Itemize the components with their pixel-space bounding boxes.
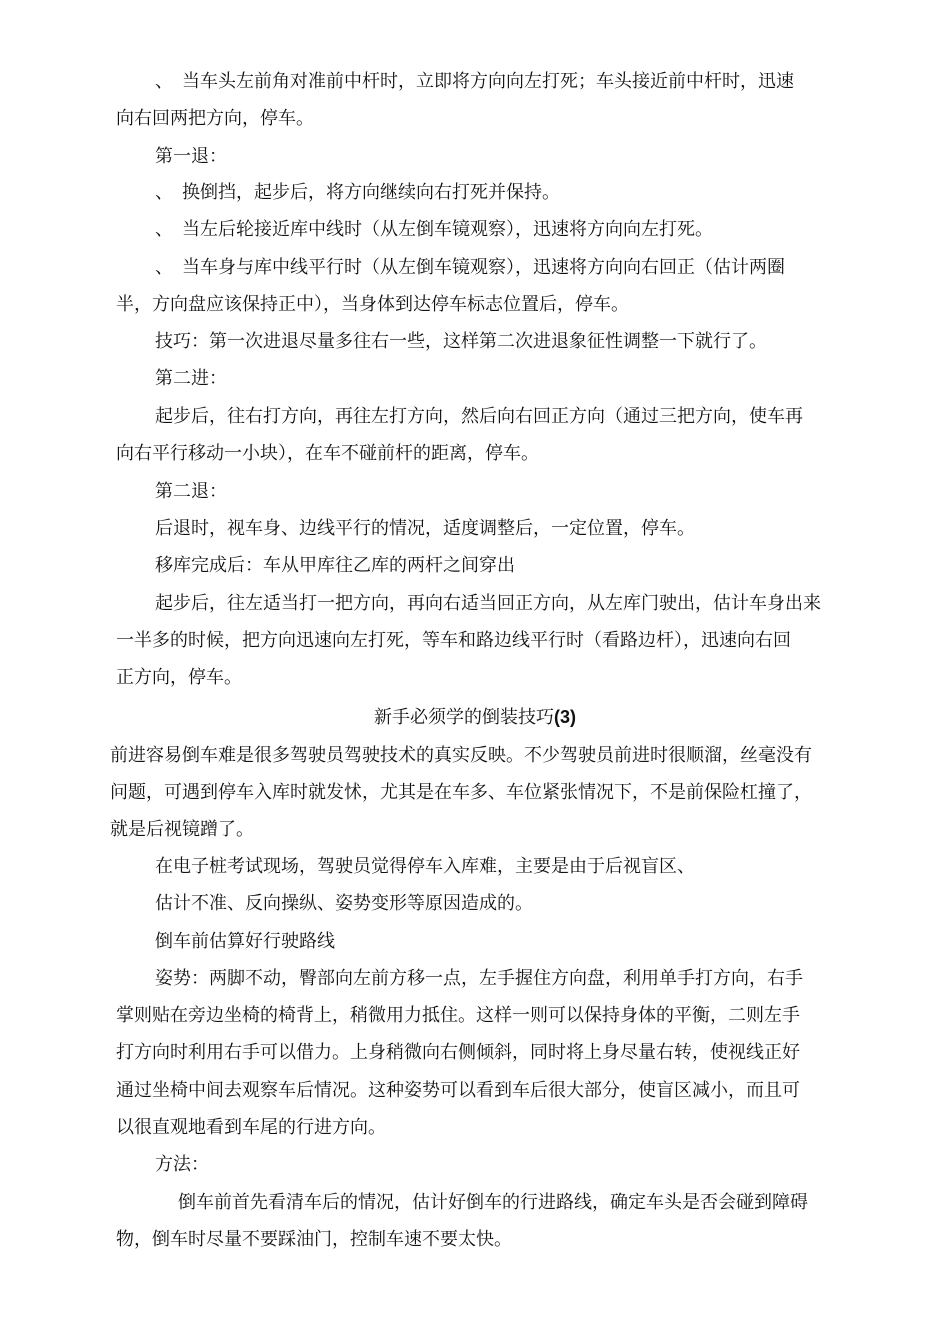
paragraph-line: 打方向时利用右手可以借力。上身稍微向右侧倾斜，同时将上身尽量右转，使视线正好 [116,1042,800,1063]
paragraph-line: 就是后视镜蹭了。 [110,819,254,840]
paragraph-line: 、 换倒挡，起步后，将方向继续向右打死并保持。 [155,182,560,203]
section-title-text: 新手必须学的倒装技巧 [374,707,554,728]
paragraph-line: 倒车前首先看清车后的情况，估计好倒车的行进路线，确定车头是否会碰到障碍 [178,1192,808,1213]
paragraph-line: 掌则贴在旁边坐椅的椅背上，稍微用力抵住。这样一则可以保持身体的平衡，二则左手 [116,1005,800,1026]
paragraph-line: 姿势：两脚不动，臀部向左前方移一点，左手握住方向盘，利用单手打方向，右手 [155,968,803,989]
section-heading: 第二退： [155,481,227,502]
paragraph-line: 估计不准、反向操纵、姿势变形等原因造成的。 [155,893,533,914]
section-heading: 方法： [155,1154,209,1175]
paragraph-line: 问题，可遇到停车入库时就发怵，尤其是在车多、车位紧张情况下，不是前保险杠撞了， [110,782,812,803]
section-heading: 倒车前估算好行驶路线 [155,931,335,952]
section-title-number: (3) [554,707,576,727]
section-heading: 第一退： [155,146,227,167]
paragraph-line: 半，方向盘应该保持正中），当身体到达停车标志位置后，停车。 [116,294,629,315]
paragraph-line: 前进容易倒车难是很多驾驶员驾驶技术的真实反映。不少驾驶员前进时很顺溜，丝毫没有 [110,745,812,766]
paragraph-line: 向右回两把方向，停车。 [116,108,314,129]
paragraph-line: 、 当左后轮接近库中线时（从左倒车镜观察），迅速将方向向左打死。 [155,219,713,240]
paragraph-line: 、 当车身与库中线平行时（从左倒车镜观察），迅速将方向向右回正（估计两圈 [155,257,785,278]
paragraph-line: 、 当车头左前角对准前中杆时，立即将方向向左打死；车头接近前中杆时，迅速 [155,71,794,92]
paragraph-line: 通过坐椅中间去观察车后情况。这种姿势可以看到车后很大部分，使盲区减小，而且可 [116,1080,800,1101]
paragraph-line: 技巧：第一次进退尽量多往右一些，这样第二次进退象征性调整一下就行了。 [155,331,767,352]
paragraph-line: 在电子桩考试现场，驾驶员觉得停车入库难，主要是由于后视盲区、 [155,856,695,877]
paragraph-line: 物，倒车时尽量不要踩油门，控制车速不要太快。 [116,1229,512,1250]
paragraph-line: 以很直观地看到车尾的行进方向。 [116,1117,386,1138]
paragraph-line: 正方向，停车。 [116,667,242,688]
paragraph-line: 起步后，往左适当打一把方向，再向右适当回正方向，从左库门驶出，估计车身出来 [155,593,821,614]
paragraph-line: 后退时，视车身、边线平行的情况，适度调整后，一定位置，停车。 [155,518,695,539]
section-heading: 第二进： [155,368,227,389]
paragraph-line: 向右平行移动一小块），在车不碰前杆的距离，停车。 [116,443,539,464]
paragraph-line: 一半多的时候，把方向迅速向左打死，等车和路边线平行时（看路边杆），迅速向右回 [116,630,791,651]
paragraph-line: 起步后，往右打方向，再往左打方向，然后向右回正方向（通过三把方向，使车再 [155,406,803,427]
paragraph-line: 移库完成后：车从甲库往乙库的两杆之间穿出 [155,555,515,576]
section-title [0,699,950,736]
